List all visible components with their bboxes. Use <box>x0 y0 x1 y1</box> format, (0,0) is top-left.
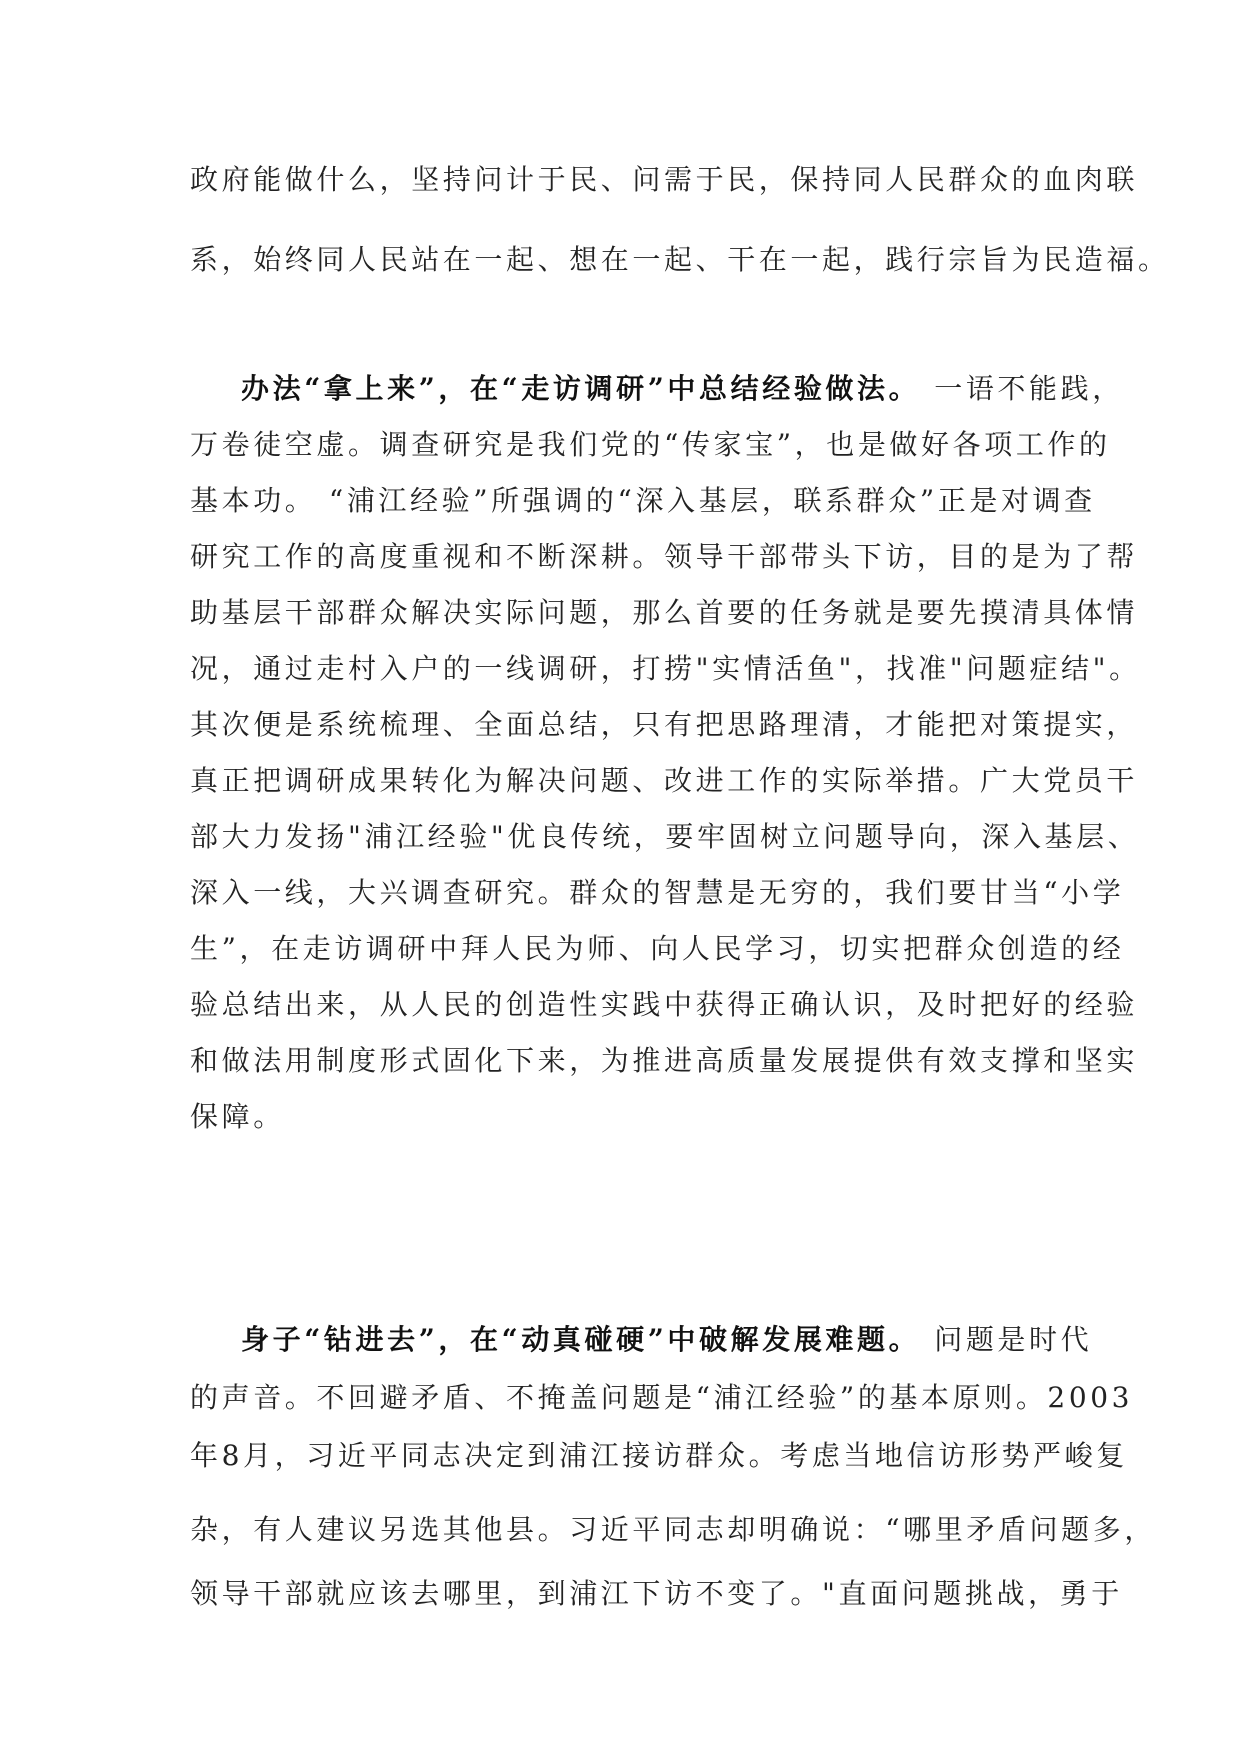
body-line: 验总结出来，从人民的创造性实践中获得正确认识，及时把好的经验 <box>190 988 1139 1021</box>
paragraph-first-line <box>241 1318 1092 1358</box>
body-line: 深入一线，大兴调查研究。群众的智慧是无穷的，我们要甘当“小学 <box>190 876 1125 909</box>
body-line: 基本功。 “浦江经验”所强调的“深入基层，联系群众”正是对调查 <box>190 484 1096 517</box>
body-line: 领导干部就应该去哪里，到浦江下访不变了。"直面问题挑战，勇于 <box>190 1577 1123 1610</box>
body-line: 部大力发扬"浦江经验"优良传统，要牢固树立问题导向，深入基层、 <box>190 820 1140 853</box>
paragraph-lead: 办法“拿上来”，在“走访调研”中总结经验做法。 <box>241 372 921 405</box>
body-text: 一语不能践， <box>934 372 1124 405</box>
body-line: 系，始终同人民站在一起、想在一起、干在一起，践行宗旨为民造福。 <box>190 243 1170 276</box>
paragraph-lead: 身子“钻进去”，在“动真碰硬”中破解发展难题。 <box>241 1323 921 1356</box>
body-line: 助基层干部群众解决实际问题，那么首要的任务就是要先摸清具体情 <box>190 596 1139 629</box>
body-line: 真正把调研成果转化为解决问题、改进工作的实际举措。广大党员干 <box>190 764 1139 797</box>
body-line: 和做法用制度形式固化下来，为推进高质量发展提供有效支撑和坚实 <box>190 1044 1139 1077</box>
body-text: 问题是时代 <box>934 1323 1093 1356</box>
body-line: 生”，在走访调研中拜人民为师、向人民学习，切实把群众创造的经 <box>190 932 1125 965</box>
body-line: 况，通过走村入户的一线调研，打捞"实情活鱼"，找准"问题症结"。 <box>190 652 1141 685</box>
body-line: 其次便是系统梳理、全面总结，只有把思路理清，才能把对策提实， <box>190 708 1139 741</box>
body-line: 政府能做什么，坚持问计于民、问需于民，保持同人民群众的血肉联 <box>190 163 1139 196</box>
paragraph-first-line <box>241 367 1124 407</box>
body-line: 保障。 <box>190 1100 285 1133</box>
body-line: 万卷徒空虚。调查研究是我们党的“传家宝”，也是做好各项工作的 <box>190 428 1111 461</box>
body-line: 杂，有人建议另选其他县。习近平同志却明确说：“哪里矛盾问题多， <box>190 1513 1156 1546</box>
body-line: 的声音。不回避矛盾、不掩盖问题是“浦江经验”的基本原则。2003 <box>190 1381 1134 1414</box>
body-line: 年8月，习近平同志决定到浦江接访群众。考虑当地信访形势严峻复 <box>190 1439 1128 1472</box>
body-line: 研究工作的高度重视和不断深耕。领导干部带头下访，目的是为了帮 <box>190 540 1139 573</box>
